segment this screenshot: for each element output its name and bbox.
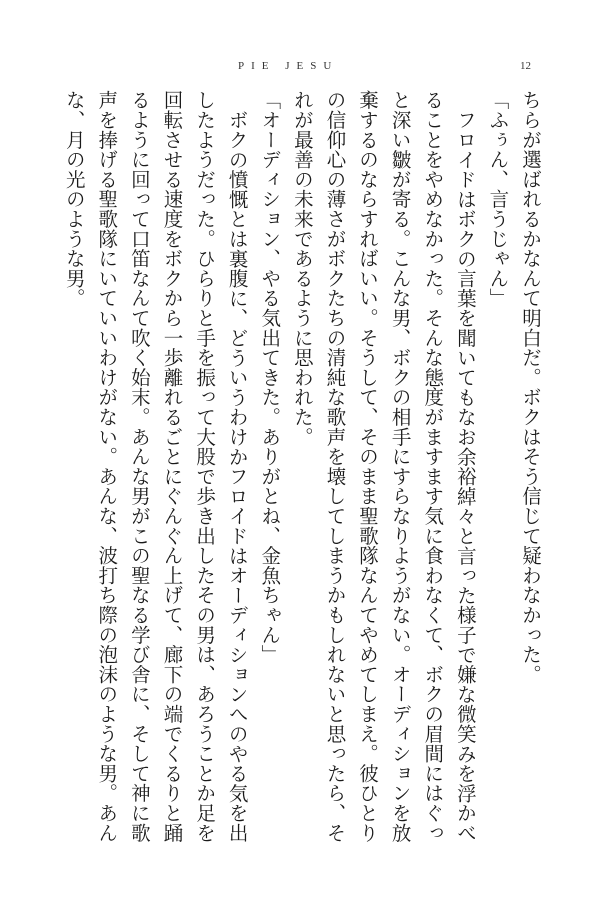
body-text [62,90,546,850]
paragraph: フロイドはボクの言葉を聞いてもなお余裕綽々と言った様子で嫌な微笑みを浮かべることをやめなかった。そんな態度がますます気に食わなくて、ボクの眉間にはぐっと深い皺が寄る。こんな男、ボクの相手にすらなりようがない。オーディションを放棄するのならすればいい。そうして、そのまま聖歌隊なんてやめてしまえ。彼ひとりの信仰心の薄さがボクたちの清純な歌声を壊してしまうかもしれないと思ったら、それが最善の未来であるように思われた。 [290,90,477,843]
dialogue-line: 「ふぅん、言うじゃん」 [486,90,510,308]
paragraph: ボクの憤慨とは裏腹に、どういうわけかフロイドはオーディションへのやる気を出したようだった。ひらりと手を振って大股で歩き出したその男は、あろうことか足を回転させる速度をボクから一歩離れるごとにぐんぐん上げて、廊下の端でくるりと踊るように回って口笛なんて吹く始末。あんな男がこの聖なる学び舎に、そして神に歌声を捧げる聖歌隊にいていいわけがない。あんな、波打ち際の泡沫のような男。あんな、月の光のような男。 [62,90,249,843]
page-number: 12 [520,60,531,72]
running-title: PIE JESU [238,60,339,72]
dialogue-line: 「オーディション、やる気出てきた。ありがとね、金魚ちゃん」 [258,90,282,665]
paragraph-continuation: ちらが選ばれるかなんて明白だ。ボクはそう信じて疑わなかった。 [519,90,542,684]
